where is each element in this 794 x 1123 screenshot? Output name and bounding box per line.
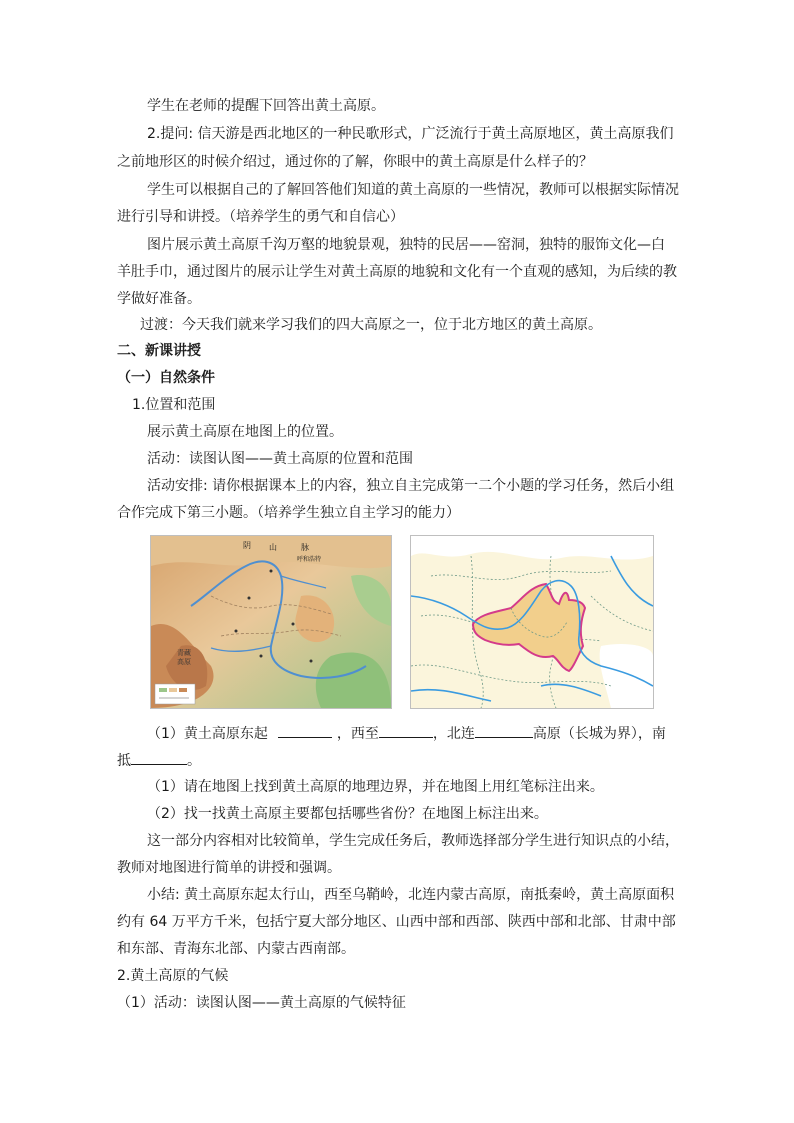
paragraph: 学生在老师的提醒下回答出黄土高原。	[147, 98, 385, 114]
subheading: 1.位置和范围	[132, 397, 216, 413]
map-label: 山	[269, 543, 277, 552]
paragraph: 合作完成下第三小题。（培养学生独立自主学习的能力）	[117, 505, 460, 521]
paragraph: 进行引导和讲授。（培养学生的勇气和自信心）	[117, 209, 404, 225]
paragraph: （1）请在地图上找到黄土高原的地理边界，并在地图上用红笔标注出来。	[147, 779, 604, 795]
paragraph: 展示黄土高原在地图上的位置。	[147, 424, 343, 440]
section-heading: 二、新课讲授	[117, 343, 201, 359]
subheading: 2.黄土高原的气候	[117, 968, 229, 984]
answer-blank-west[interactable]	[379, 723, 433, 738]
paragraph: 活动安排: 请你根据课本上的内容，独立自主完成第一二个小题的学习任务，然后小组	[147, 478, 675, 494]
paragraph: 羊肚手巾，通过图片的展示让学生对黄土高原的地貌和文化有一个直观的感知，为后续的教	[117, 264, 677, 280]
answer-blank-north[interactable]	[475, 723, 533, 738]
paragraph: 教师对地图进行简单的讲授和强调。	[117, 860, 341, 876]
map-label: 脉	[301, 543, 309, 552]
terrain-map	[150, 535, 392, 709]
subsection-heading: （一）自然条件	[117, 370, 215, 386]
answer-blank-east[interactable]	[278, 723, 332, 738]
map-label: 呼和浩特	[297, 556, 322, 563]
outline-map	[410, 535, 654, 709]
paragraph: 2.提问: 信天游是西北地区的一种民歌形式，广泛流行于黄土高原地区，黄土高原我们	[147, 126, 674, 142]
paragraph: 活动：读图认图——黄土高原的位置和范围	[147, 451, 413, 467]
paragraph: 学做好准备。	[117, 291, 201, 307]
paragraph: （1）活动：读图认图——黄土高原的气候特征	[117, 995, 406, 1011]
paragraph: 小结: 黄土高原东起太行山，西至乌鞘岭，北连内蒙古高原，南抵秦岭，黄土高原面积	[147, 887, 675, 903]
question-text: 高原（长城为界），南	[532, 726, 666, 742]
question-text: （1）黄土高原东起	[147, 726, 268, 742]
question-text: ，西至	[336, 726, 379, 742]
question-line	[117, 750, 201, 771]
question-text: ，北连	[432, 726, 475, 742]
map-label: 阴	[243, 541, 251, 550]
terrain-map-graphic	[151, 536, 391, 708]
map-label: 高原	[177, 658, 191, 666]
paragraph: 过渡：今天我们就来学习我们的四大高原之一，位于北方地区的黄土高原。	[140, 317, 602, 333]
paragraph: 学生可以根据自己的了解回答他们知道的黄土高原的一些情况，教师可以根据实际情况	[147, 182, 679, 198]
paragraph: 和东部、青海东北部、内蒙古西南部。	[117, 941, 355, 957]
question-text: 。	[187, 753, 201, 769]
map-label: 青藏	[177, 649, 191, 657]
paragraph: （2）找一找黄土高原主要都包括哪些省份？在地图上标注出来。	[147, 806, 548, 822]
paragraph: 这一部分内容相对比较简单，学生完成任务后，教师选择部分学生进行知识点的小结，	[147, 833, 679, 849]
answer-blank-south[interactable]	[131, 750, 187, 765]
paragraph: 之前地形区的时候介绍过，通过你的了解，你眼中的黄土高原是什么样子的？	[117, 154, 593, 170]
paragraph: 约有 64 万平方千米，包括宁夏大部分地区、山西中部和西部、陕西中部和北部、甘肃中部	[117, 914, 676, 930]
outline-map-graphic	[411, 536, 653, 708]
question-text: 抵	[117, 753, 131, 769]
paragraph: 图片展示黄土高原千沟万壑的地貌景观，独特的民居——窑洞，独特的服饰文化—白	[147, 237, 665, 253]
question-line	[147, 723, 666, 744]
